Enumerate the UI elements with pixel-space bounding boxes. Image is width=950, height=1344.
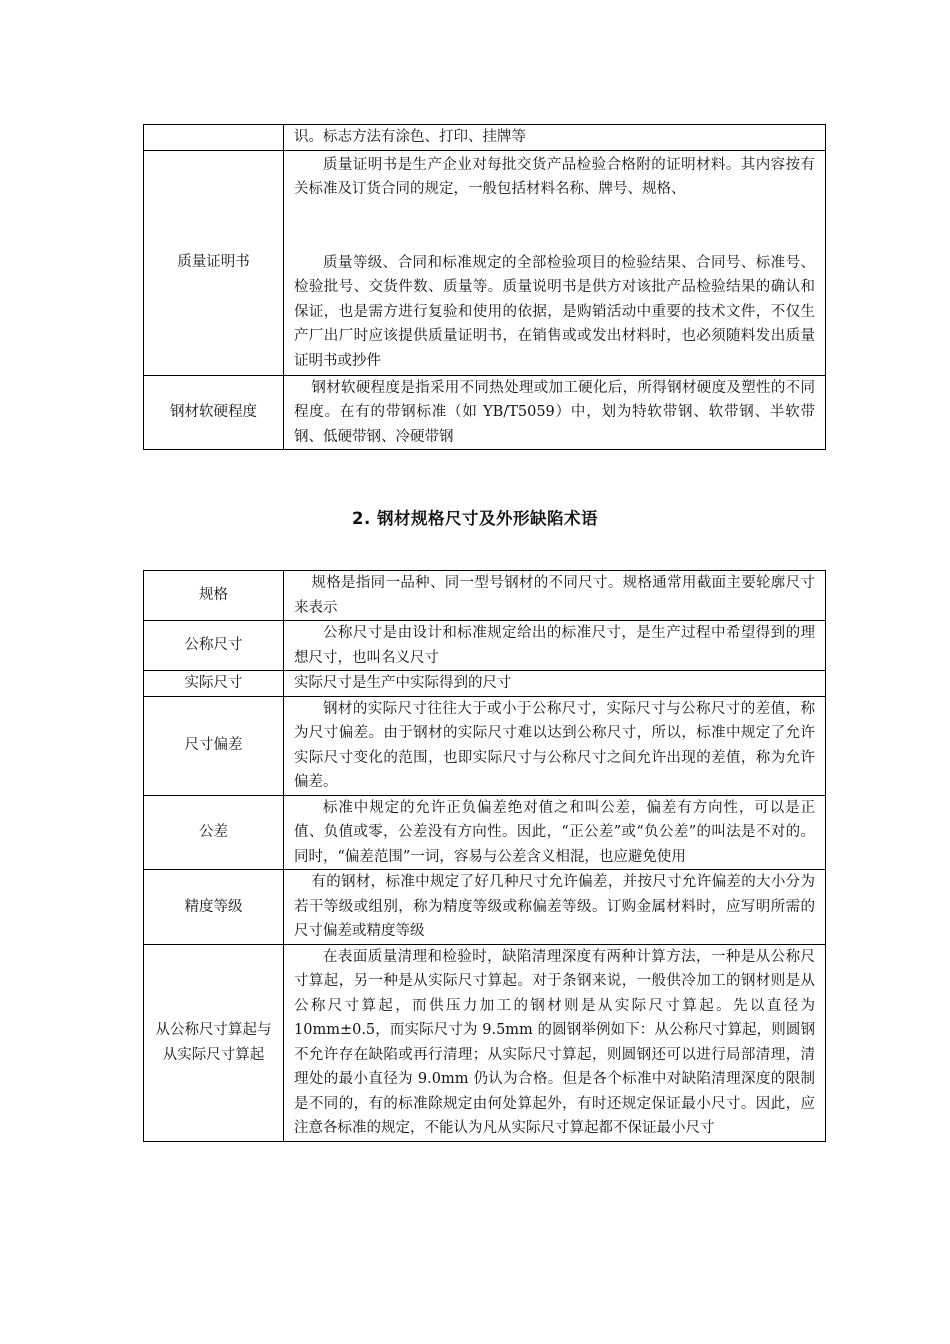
definition-cell: 钢材的实际尺寸往往大于或小于公称尺寸，实际尺寸与公称尺寸的差值，称为尺寸偏差。由于钢材的实际尺寸难以达到公称尺寸，所以，标准中规定了允许实际尺寸变化的范围，也即实际尺寸与公称尺寸之间允许出现的差值，称为允许偏差。 bbox=[284, 696, 826, 795]
definition-cell: 钢材软硬程度是指采用不同热处理或加工硬化后，所得钢材硬度及塑性的不同程度。在有的带钢标准（如 YB/T5059）中，划为特软带钢、软带钢、半软带钢、低硬带钢、冷硬带钢 bbox=[284, 375, 826, 450]
table-row bbox=[144, 621, 826, 671]
table-row bbox=[144, 375, 826, 450]
term-cell: 尺寸偏差 bbox=[144, 696, 284, 795]
table-row bbox=[144, 795, 826, 870]
term-cell: 精度等级 bbox=[144, 870, 284, 945]
definition-cell: 规格是指同一品种、同一型号钢材的不同尺寸。规格通常用截面主要轮廓尺寸来表示 bbox=[284, 571, 826, 621]
table-row bbox=[144, 571, 826, 621]
definition-cell: 实际尺寸是生产中实际得到的尺寸 bbox=[284, 671, 826, 697]
term-cell: 质量证明书 bbox=[144, 150, 284, 375]
definition-cell: 公称尺寸是由设计和标准规定给出的标准尺寸，是生产过程中希望得到的理想尺寸，也叫名义尺寸 bbox=[284, 621, 826, 671]
table-row bbox=[144, 150, 826, 375]
term-cell: 从公称尺寸算起与从实际尺寸算起 bbox=[144, 944, 284, 1141]
paragraph-gap bbox=[294, 202, 815, 251]
terms-table bbox=[143, 570, 826, 1142]
definition-cell: 在表面质量清理和检验时，缺陷清理深度有两种计算方法，一种是从公称尺寸算起，另一种是从实际尺寸算起。对于条钢来说，一般供冷加工的钢材则是从公称尺寸算起，而供压力加工的钢材则是从实际尺寸算起。先以直径为 10mm±0.5，而实际尺寸为 9.5mm 的圆钢举例如下：从公称尺寸算起，则圆钢不允许存在缺陷或再行清理；从实际尺寸算起，则圆钢还可以进行局部清理，清理处的最小直径为 9.0mm 仍认为合格。但是各个标准中对缺陷清理深度的限制是不同的，有的标准除规定由何处算起外，有时还规定保证最小尺寸。因此，应注意各标准的规定，不能认为凡从实际尺寸算起都不保证最小尺寸 bbox=[284, 944, 826, 1141]
definition-paragraph: 质量等级、合同和标准规定的全部检验项目的检验结果、合同号、标准号、检验批号、交货件数、质量等。质量说明书是供方对该批产品检验结果的确认和保证，也是需方进行复验和使用的依据，是购销活动中重要的技术文件，不仅生产厂出厂时应该提供质量证明书，在销售或或发出材料时，也必须随料发出质量证明书或抄件 bbox=[294, 254, 815, 369]
table-row bbox=[144, 125, 826, 151]
table-row bbox=[144, 671, 826, 697]
table-row bbox=[144, 944, 826, 1141]
definition-paragraph: 质量证明书是生产企业对每批交货产品检验合格附的证明材料。其内容按有关标准及订货合同的规定，一般包括材料名称、牌号、规格、 bbox=[294, 156, 815, 197]
terms-table-continued bbox=[143, 124, 826, 450]
term-cell: 规格 bbox=[144, 571, 284, 621]
definition-cell: 标准中规定的允许正负偏差绝对值之和叫公差，偏差有方向性，可以是正值、负值或零，公差没有方向性。因此，“正公差”或“负公差”的叫法是不对的。同时，“偏差范围”一词，容易与公差含义相混，也应避免使用 bbox=[284, 795, 826, 870]
definition-cell: 有的钢材，标准中规定了好几种尺寸允许偏差，并按尺寸允许偏差的大小分为若干等级或组别，称为精度等级或称偏差等级。订购金属材料时，应写明所需的尺寸偏差或精度等级 bbox=[284, 870, 826, 945]
definition-cell bbox=[284, 150, 826, 375]
table-row bbox=[144, 696, 826, 795]
definition-cell bbox=[284, 125, 826, 151]
term-cell bbox=[144, 125, 284, 151]
term-cell: 公差 bbox=[144, 795, 284, 870]
definition-text: 识。标志方法有涂色、打印、挂牌等 bbox=[294, 129, 526, 145]
table-row bbox=[144, 870, 826, 945]
section-title: 2. 钢材规格尺寸及外形缺陷术语 bbox=[352, 509, 598, 528]
term-cell: 实际尺寸 bbox=[144, 671, 284, 697]
term-cell: 钢材软硬程度 bbox=[144, 375, 284, 450]
term-cell: 公称尺寸 bbox=[144, 621, 284, 671]
